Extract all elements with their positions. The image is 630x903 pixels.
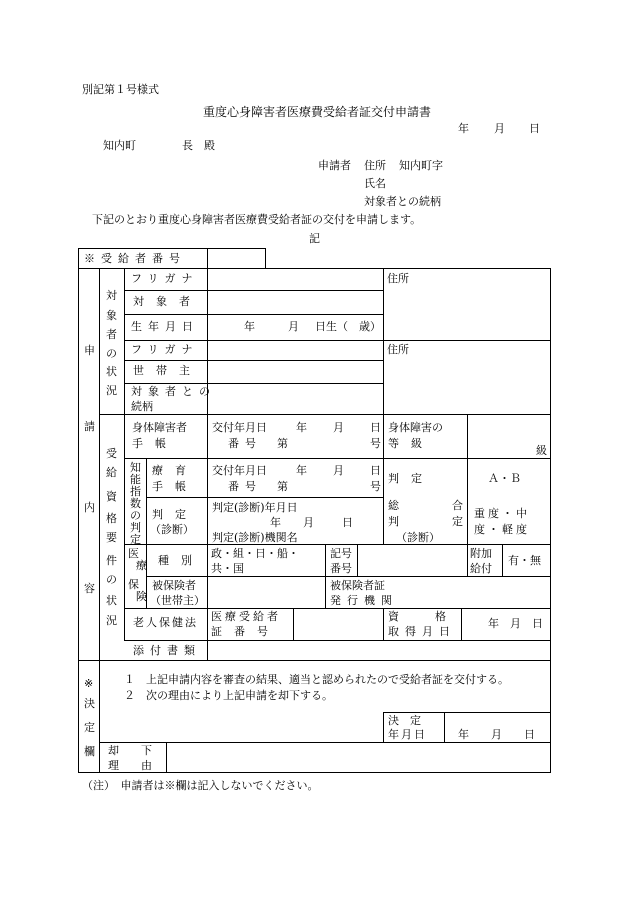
furigana-label-2: フリガナ [131, 343, 199, 356]
insurer-label: 被保険者証 [330, 579, 385, 592]
ryoiku-handbook-label: 療育 [152, 464, 198, 477]
address-label-1: 住所 [387, 272, 409, 285]
medical-insurance-label: 医 [128, 547, 139, 560]
address-label-2: 住所 [387, 343, 409, 356]
qualification-date-label: 資格 [388, 610, 482, 623]
judgment-date-label: 判定(診断)年月日 [212, 501, 298, 514]
decision-item-2: ２ 次の理由により上記申請を却下する。 [124, 689, 333, 702]
form-title: 重度心身障害者医療費受給者証交付申請書 [203, 105, 432, 119]
birth-month: 月 [288, 320, 299, 333]
medical-cert-number-label: 医療受給者 [211, 610, 281, 623]
date-month: 月 [494, 122, 505, 135]
rejection-reason-label: 却 下 [108, 744, 152, 757]
symbol-number-label: 記号 [330, 547, 352, 560]
judgment-label: 判定 [388, 472, 434, 485]
physical-handbook-label: 身体障害者 [132, 421, 187, 434]
date-day: 日 [529, 122, 540, 135]
qualification-ymd: 年 月 日 [488, 617, 543, 630]
subject-label: 対象者 [133, 295, 202, 308]
birth-day-age: 日生（ 歳） [315, 320, 381, 333]
issue-date-label: 交付年月日 [212, 421, 267, 434]
attachments-label: 添付書類 [133, 644, 201, 657]
decision-date-label: 決 定 [388, 714, 421, 727]
insurance-type-options: 政・組・日・船・ [211, 547, 299, 560]
elderly-health-label: 老人保健法 [133, 616, 198, 629]
insurance-type-label: 種別 [158, 554, 204, 567]
handbook-number-label: 番号 [228, 437, 262, 450]
applicant-label: 申請者 [318, 159, 351, 172]
insured-person-label: 被保険者 [152, 579, 196, 592]
relation-label-2: 続柄 [131, 400, 153, 413]
decision-item-1: １ 上記申請内容を審査の結果、適当と認められたので受給者証を交付する。 [124, 673, 509, 686]
subject-status-label: 対 [106, 289, 117, 302]
application-label-1: 申 [84, 344, 95, 357]
disability-grade-label: 身体障害の [388, 421, 443, 434]
judgment-diag-label: 判定 [152, 508, 198, 521]
birthdate-label: 生年月日 [131, 320, 199, 333]
request-text: 下記のとおり重度心身障害者医療費受給者証の交付を申請します。 [92, 213, 422, 226]
application-label-3: 内 [84, 501, 95, 514]
applicant-name-label: 氏名 [364, 177, 386, 190]
householder-label: 世帯主 [133, 364, 202, 377]
eligibility-label: 受 [106, 447, 117, 460]
decision-ymd: 年 月 日 [458, 728, 535, 741]
dependent-benefit-label: 附加 [470, 547, 492, 560]
intellectual-label: 知 [130, 461, 141, 474]
application-label-4: 容 [84, 582, 95, 595]
form-number: 別記第１号様式 [82, 83, 159, 96]
birth-year: 年 [244, 320, 255, 333]
applicant-address-value: 知内町字 [399, 159, 443, 172]
recipient-number-label: ※受給者番号 [84, 252, 186, 265]
a-b-options: Ａ・Ｂ [488, 472, 521, 485]
ki-mark: 記 [309, 232, 320, 245]
relation-label-1: 対象者との [131, 385, 216, 398]
applicant-relation-label: 対象者との続柄 [364, 195, 441, 208]
severity-options: 重度・中 [474, 507, 530, 520]
grade-kyu: 級 [536, 444, 547, 457]
footnote: （注） 申請者は※欄は記入しないでください。 [82, 779, 319, 792]
yes-no-options: 有・無 [508, 554, 541, 567]
applicant-address-label: 住所 [364, 159, 386, 172]
addressee-town: 知内町 [103, 139, 136, 152]
furigana-label: フリガナ [131, 272, 199, 285]
date-year: 年 [458, 122, 469, 135]
addressee-chief: 長 殿 [182, 139, 215, 152]
decision-label: ※ [84, 677, 94, 690]
overall-judgment-label: 総 [388, 499, 399, 512]
judgment-org-label: 判定(診断)機関名 [212, 531, 298, 544]
application-label-2: 請 [84, 420, 95, 433]
